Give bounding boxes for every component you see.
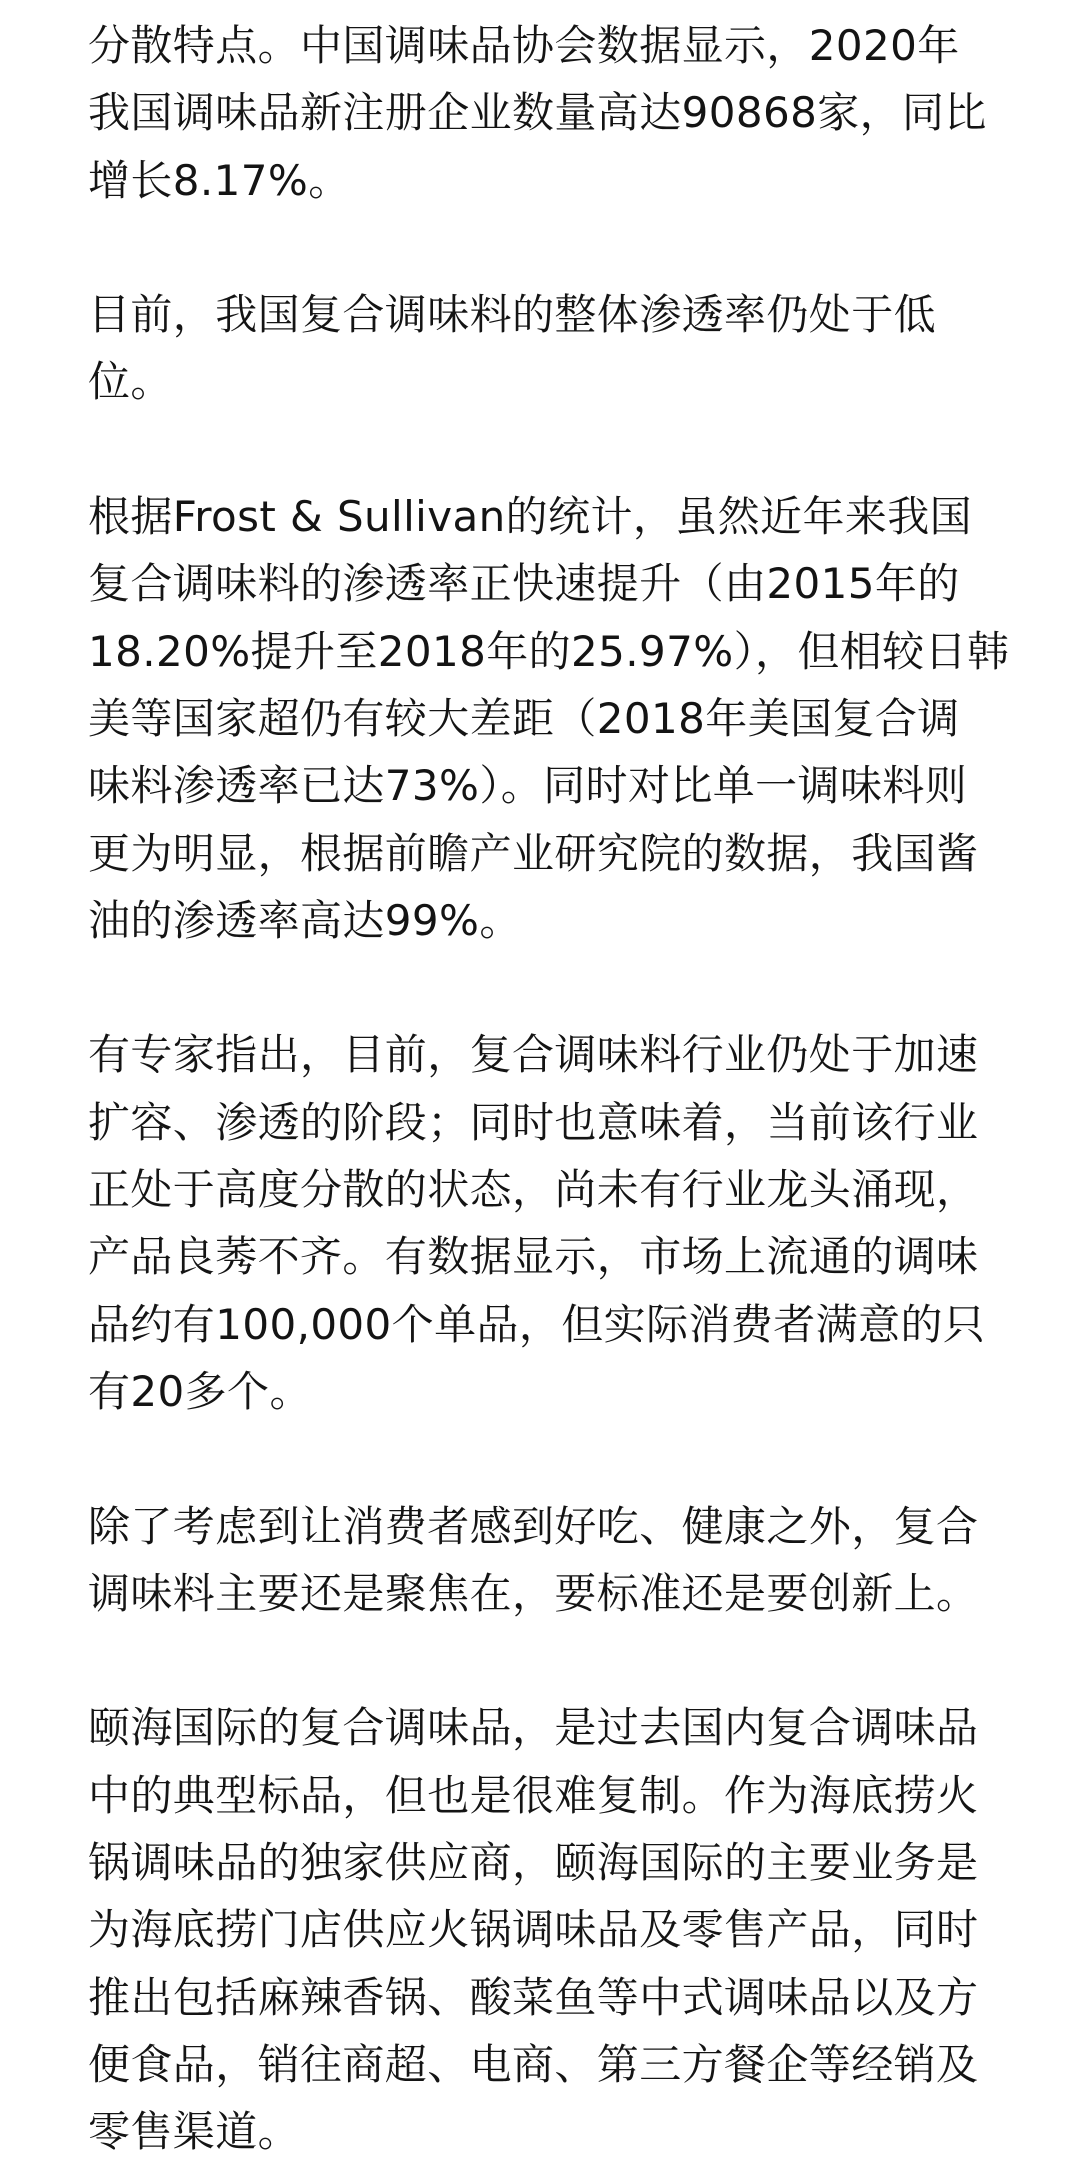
text-line: 位。	[88, 357, 173, 407]
paragraph	[88, 483, 1008, 954]
paragraph	[88, 281, 1008, 416]
text-line: 有专家指出，目前，复合调味料行业仍处于加速	[88, 1030, 979, 1080]
text-line: 便食品，销往商超、电商、第三方餐企等经销及	[88, 2039, 979, 2089]
text-line: 18.20%提升至2018年的25.97%），但相较日韩	[88, 626, 1010, 676]
text-line: 味料渗透率已达73%）。同时对比单一调味料则	[88, 761, 968, 811]
text-line: 根据Frost & Sullivan的统计，虽然近年来我国	[88, 492, 973, 542]
text-line: 我国调味品新注册企业数量高达90868家，同比	[88, 88, 987, 138]
text-line: 增长8.17%。	[88, 155, 351, 205]
text-line: 正处于高度分散的状态，尚未有行业龙头涌现，	[88, 1165, 979, 1215]
text-line: 扩容、渗透的阶段；同时也意味着，当前该行业	[88, 1097, 979, 1147]
text-line: 零售渠道。	[88, 2107, 301, 2157]
paragraph	[88, 1021, 1008, 1425]
text-line: 油的渗透率高达99%。	[88, 895, 522, 945]
paragraph	[88, 1694, 1008, 2165]
text-line: 除了考虑到让消费者感到好吃、健康之外，复合	[88, 1501, 979, 1551]
article-body	[88, 12, 1008, 2166]
text-line: 有20多个。	[88, 1366, 312, 1416]
text-line: 锅调味品的独家供应商，颐海国际的主要业务是	[88, 1838, 979, 1888]
text-line: 调味料主要还是聚焦在，要标准还是要创新上。	[88, 1568, 979, 1618]
text-line: 品约有100,000个单品，但实际消费者满意的只	[88, 1299, 986, 1349]
text-line: 美等国家超仍有较大差距（2018年美国复合调	[88, 693, 960, 743]
text-line: 复合调味料的渗透率正快速提升（由2015年的	[88, 559, 960, 609]
text-line: 分散特点。中国调味品协会数据显示，2020年	[88, 21, 960, 70]
text-line: 更为明显，根据前瞻产业研究院的数据，我国酱	[88, 828, 979, 878]
text-line: 推出包括麻辣香锅、酸菜鱼等中式调味品以及方	[88, 1972, 979, 2022]
text-line: 中的典型标品，但也是很难复制。作为海底捞火	[88, 1770, 979, 1820]
paragraph	[88, 12, 1008, 214]
paragraph	[88, 1493, 1008, 1628]
text-line: 产品良莠不齐。有数据显示，市场上流通的调味	[88, 1232, 979, 1282]
text-line: 为海底捞门店供应火锅调味品及零售产品，同时	[88, 1905, 979, 1955]
text-line: 颐海国际的复合调味品，是过去国内复合调味品	[88, 1703, 979, 1753]
text-line: 目前，我国复合调味料的整体渗透率仍处于低	[88, 290, 937, 340]
